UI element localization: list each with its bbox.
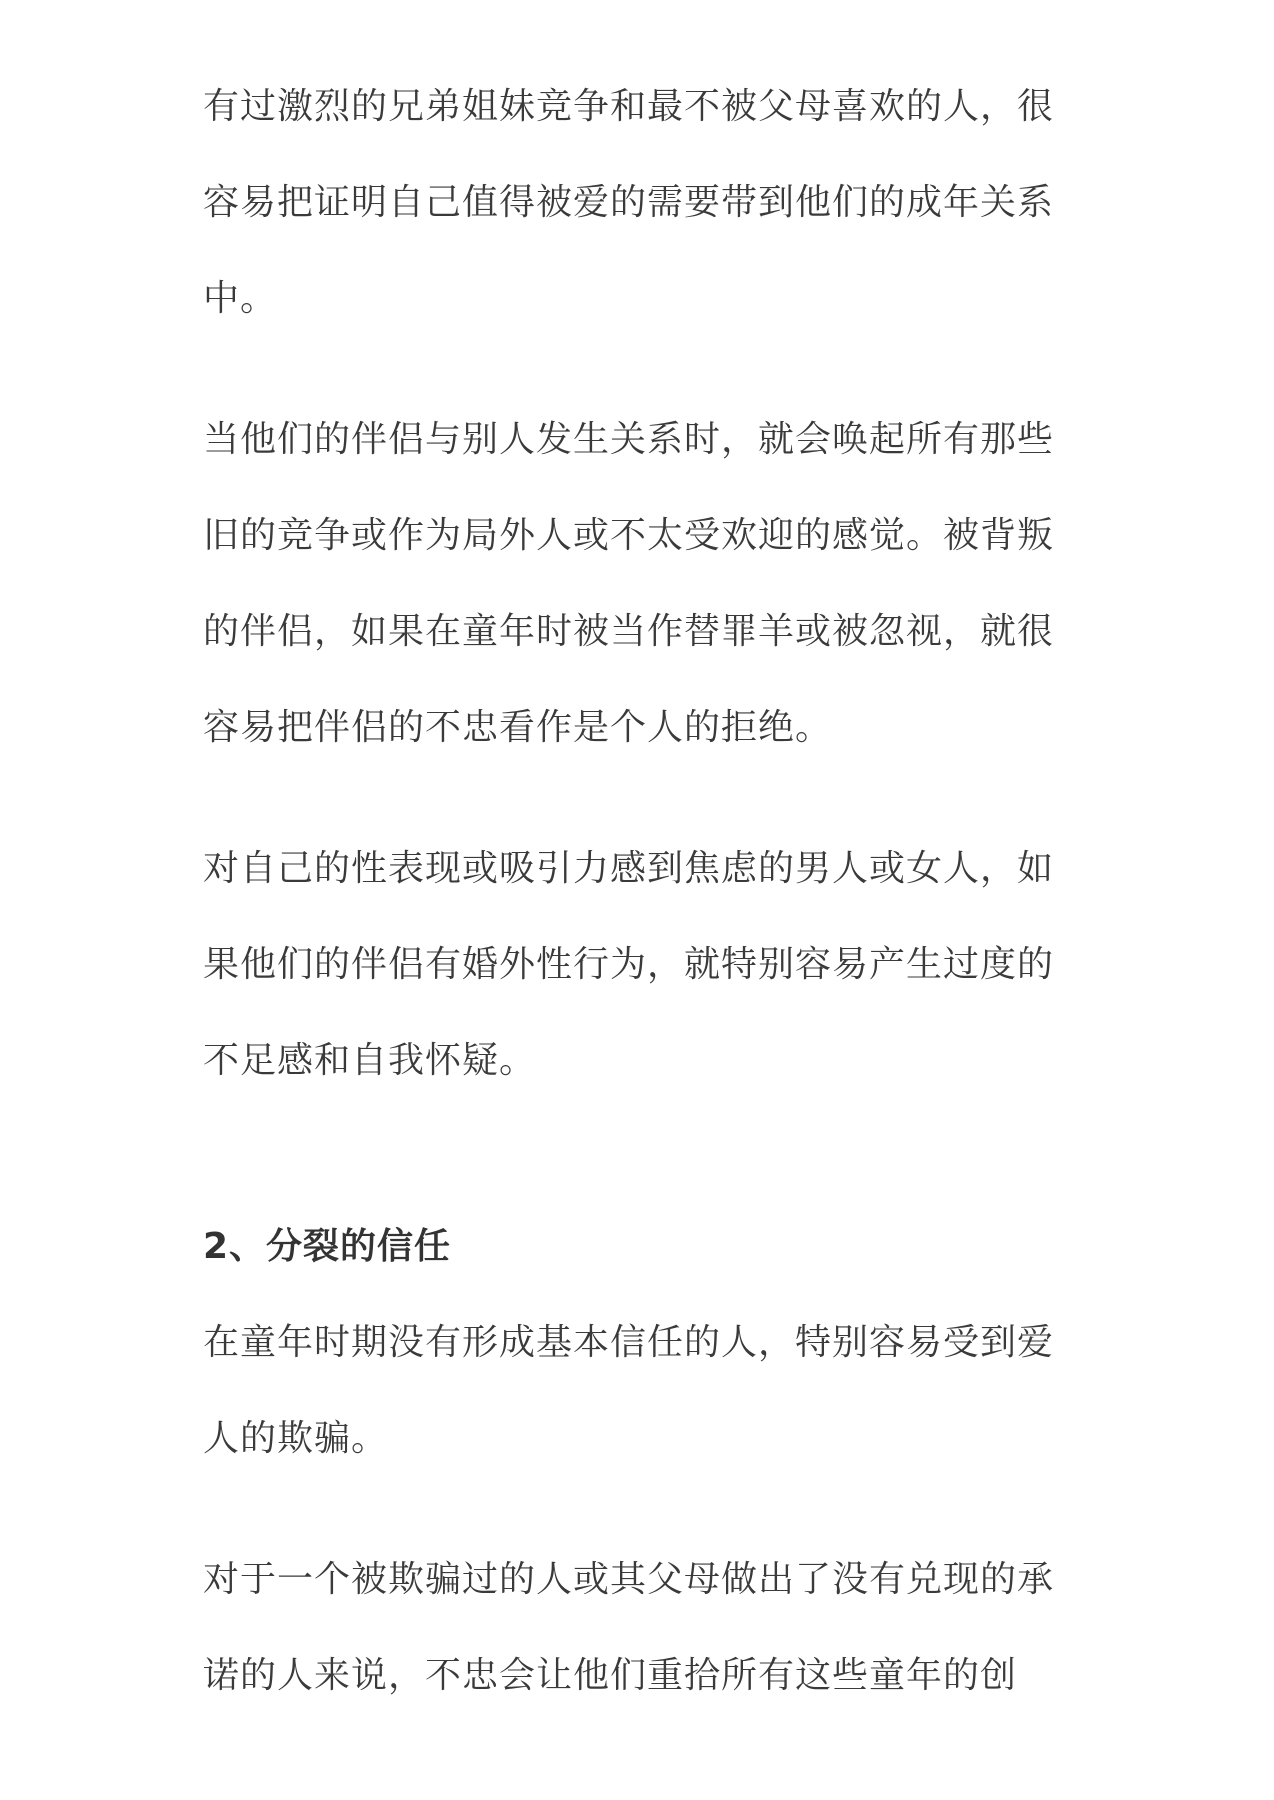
- section-heading: 2、分裂的信任: [203, 1226, 452, 1267]
- paragraph-line: 不足感和自我怀疑。: [203, 1040, 537, 1081]
- paragraph-line: 人的欺骗。: [203, 1418, 389, 1459]
- paragraph-line: 当他们的伴侣与别人发生关系时，就会唤起所有那些: [203, 419, 1055, 460]
- paragraph-line: 旧的竞争或作为局外人或不太受欢迎的感觉。被背叛: [203, 515, 1055, 556]
- paragraph-line: 中。: [203, 278, 278, 319]
- paragraph-line: 容易把伴侣的不忠看作是个人的拒绝。: [203, 707, 833, 748]
- paragraph-line: 对自己的性表现或吸引力感到焦虑的男人或女人，如: [203, 848, 1055, 889]
- paragraph-line: 容易把证明自己值得被爱的需要带到他们的成年关系: [203, 182, 1055, 223]
- paragraph-line: 的伴侣，如果在童年时被当作替罪羊或被忽视，就很: [203, 611, 1055, 652]
- paragraph-line: 在童年时期没有形成基本信任的人，特别容易受到爱: [203, 1322, 1055, 1363]
- paragraph-line: 诺的人来说，不忠会让他们重拾所有这些童年的创: [203, 1655, 1018, 1696]
- paragraph-line: 果他们的伴侣有婚外性行为，就特别容易产生过度的: [203, 944, 1055, 985]
- paragraph-line: 对于一个被欺骗过的人或其父母做出了没有兑现的承: [203, 1559, 1055, 1600]
- paragraph-line: 有过激烈的兄弟姐妹竞争和最不被父母喜欢的人，很: [203, 86, 1055, 127]
